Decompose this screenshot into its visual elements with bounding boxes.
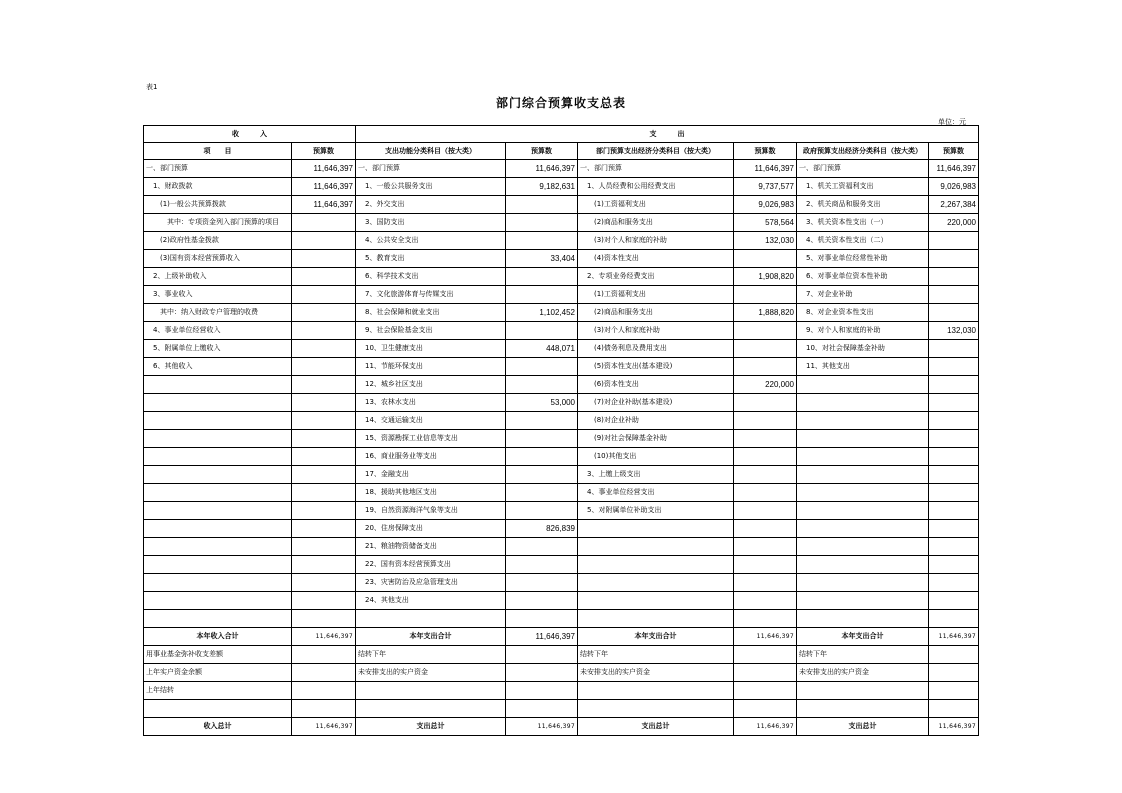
amount-cell	[292, 394, 356, 412]
item-cell: 20、住房保障支出	[356, 520, 506, 538]
amount-cell	[734, 448, 797, 466]
amount-cell	[929, 556, 979, 574]
item-cell: (4)债务利息及费用支出	[578, 340, 734, 358]
item-cell: 3、机关资本性支出（一）	[797, 214, 929, 232]
amount-cell	[506, 556, 578, 574]
table-row	[144, 592, 979, 610]
item-cell: 用事业基金弥补收支差额	[144, 646, 292, 664]
item-cell	[578, 592, 734, 610]
item-cell	[144, 376, 292, 394]
amount-cell	[734, 538, 797, 556]
item-cell	[578, 520, 734, 538]
item-cell: 13、农林水支出	[356, 394, 506, 412]
amount-cell	[929, 304, 979, 322]
amount-cell	[734, 430, 797, 448]
item-cell	[144, 466, 292, 484]
amount-cell	[292, 646, 356, 664]
expense-section-header: 支 出	[356, 126, 979, 143]
item-cell: 3、国防支出	[356, 214, 506, 232]
item-cell	[144, 520, 292, 538]
item-cell	[797, 394, 929, 412]
table-row	[144, 376, 979, 394]
item-cell: 2、上级补助收入	[144, 268, 292, 286]
amount-cell: 11,646,397	[506, 160, 578, 178]
amount-cell	[506, 376, 578, 394]
amount-cell: 11,646,397	[292, 160, 356, 178]
table-row	[144, 466, 979, 484]
amount-cell	[929, 448, 979, 466]
amount-cell	[734, 664, 797, 682]
amount-cell	[929, 592, 979, 610]
amount-cell: 1,102,452	[506, 304, 578, 322]
item-cell: 6、对事业单位资本性补助	[797, 268, 929, 286]
amount-cell	[506, 268, 578, 286]
amount-cell	[292, 340, 356, 358]
gov-expense-year-total-label: 本年支出合计	[797, 628, 929, 646]
amount-cell	[734, 286, 797, 304]
item-cell: 一、部门预算	[797, 160, 929, 178]
amount-cell	[292, 412, 356, 430]
amount-cell: 53,000	[506, 394, 578, 412]
item-cell: 4、事业单位经营收入	[144, 322, 292, 340]
item-cell: 3、事业收入	[144, 286, 292, 304]
item-cell: (1)工资福利支出	[578, 196, 734, 214]
item-cell: 6、其他收入	[144, 358, 292, 376]
table-row	[144, 160, 979, 178]
item-cell: 16、商业服务业等支出	[356, 448, 506, 466]
expense-year-total-value: 11,646,397	[506, 628, 578, 646]
dept-expense-grand-total-label: 支出总计	[578, 718, 734, 736]
table-row	[144, 304, 979, 322]
income-year-total-label: 本年收入合计	[144, 628, 292, 646]
amount-cell	[292, 484, 356, 502]
amount-cell: 448,071	[506, 340, 578, 358]
item-cell: (4)资本性支出	[578, 250, 734, 268]
amount-cell	[506, 358, 578, 376]
amount-cell	[292, 556, 356, 574]
item-cell: (3)对个人和家庭的补助	[578, 232, 734, 250]
amount-cell	[292, 682, 356, 700]
amount-cell	[929, 430, 979, 448]
amount-cell	[292, 538, 356, 556]
item-cell: 未安排支出的实户资金	[356, 664, 506, 682]
amount-cell: 220,000	[734, 376, 797, 394]
income-grand-total-label: 收入总计	[144, 718, 292, 736]
item-cell: 2、机关商品和服务支出	[797, 196, 929, 214]
item-cell: 5、对附属单位补助支出	[578, 502, 734, 520]
item-cell: 2、外交支出	[356, 196, 506, 214]
amount-cell: 11,646,397	[929, 160, 979, 178]
amount-column-header: 预算数	[929, 143, 979, 160]
amount-cell	[506, 214, 578, 232]
amount-cell: 11,646,397	[734, 160, 797, 178]
table-row	[144, 520, 979, 538]
item-cell: (1)工资福利支出	[578, 286, 734, 304]
table-row	[144, 664, 979, 682]
item-cell: (9)对社会保障基金补助	[578, 430, 734, 448]
amount-cell	[734, 520, 797, 538]
amount-cell	[292, 214, 356, 232]
item-cell: 未安排支出的实户资金	[797, 664, 929, 682]
table-row	[144, 574, 979, 592]
amount-column-header: 预算数	[506, 143, 578, 160]
amount-cell	[292, 358, 356, 376]
amount-cell	[292, 592, 356, 610]
table-row	[144, 178, 979, 196]
item-cell	[797, 484, 929, 502]
amount-cell	[734, 412, 797, 430]
item-cell	[144, 430, 292, 448]
amount-cell: 132,030	[734, 232, 797, 250]
amount-cell	[506, 664, 578, 682]
dept-expense-year-total-label: 本年支出合计	[578, 628, 734, 646]
amount-cell	[734, 682, 797, 700]
item-cell: 结转下年	[797, 646, 929, 664]
item-cell: (2)政府性基金拨款	[144, 232, 292, 250]
item-cell: 5、教育支出	[356, 250, 506, 268]
item-cell: 7、文化旅游体育与传媒支出	[356, 286, 506, 304]
amount-cell	[734, 322, 797, 340]
table-row	[144, 358, 979, 376]
amount-cell	[929, 574, 979, 592]
amount-cell: 2,267,384	[929, 196, 979, 214]
table-row	[144, 448, 979, 466]
gov-econ-class-column-header: 政府预算支出经济分类科目（按大类）	[797, 143, 929, 160]
table-row	[144, 556, 979, 574]
item-cell: 4、事业单位经营支出	[578, 484, 734, 502]
item-cell	[356, 682, 506, 700]
item-cell: (7)对企业补助(基本建设)	[578, 394, 734, 412]
item-cell	[797, 430, 929, 448]
table-row	[144, 322, 979, 340]
amount-cell	[506, 430, 578, 448]
table-row	[144, 538, 979, 556]
item-cell: (3)国有资本经营预算收入	[144, 250, 292, 268]
amount-cell	[929, 232, 979, 250]
amount-cell	[506, 538, 578, 556]
amount-cell: 9,182,631	[506, 178, 578, 196]
amount-cell	[734, 340, 797, 358]
item-cell: (2)商品和服务支出	[578, 304, 734, 322]
amount-cell	[734, 250, 797, 268]
item-cell	[797, 682, 929, 700]
amount-cell	[929, 538, 979, 556]
item-cell: 17、金融支出	[356, 466, 506, 484]
amount-cell: 11,646,397	[292, 196, 356, 214]
amount-cell	[929, 376, 979, 394]
amount-cell	[929, 268, 979, 286]
item-cell: 11、其他支出	[797, 358, 929, 376]
item-cell	[578, 556, 734, 574]
item-cell: 上年结转	[144, 682, 292, 700]
amount-cell	[506, 484, 578, 502]
item-cell: 11、节能环保支出	[356, 358, 506, 376]
item-cell	[797, 376, 929, 394]
dept-expense-year-total-value: 11,646,397	[734, 628, 797, 646]
item-cell: 14、交通运输支出	[356, 412, 506, 430]
item-cell: 23、灾害防治及应急管理支出	[356, 574, 506, 592]
amount-cell	[734, 556, 797, 574]
grand-total-row	[144, 718, 979, 736]
item-cell: 18、援助其他地区支出	[356, 484, 506, 502]
item-cell	[144, 592, 292, 610]
item-cell: 4、公共安全支出	[356, 232, 506, 250]
gov-expense-grand-total-value: 11,646,397	[929, 718, 979, 736]
table-row	[144, 502, 979, 520]
amount-cell	[929, 520, 979, 538]
expense-year-total-label: 本年支出合计	[356, 628, 506, 646]
item-cell: 8、对企业资本性支出	[797, 304, 929, 322]
item-cell	[144, 556, 292, 574]
amount-cell	[506, 448, 578, 466]
table-row	[144, 394, 979, 412]
amount-cell	[292, 574, 356, 592]
amount-cell	[734, 574, 797, 592]
dept-expense-grand-total-value: 11,646,397	[734, 718, 797, 736]
amount-cell	[506, 592, 578, 610]
item-cell: 一、部门预算	[578, 160, 734, 178]
amount-cell: 9,026,983	[734, 196, 797, 214]
budget-summary-table	[143, 125, 979, 736]
expense-grand-total-label: 支出总计	[356, 718, 506, 736]
item-cell	[797, 466, 929, 484]
item-cell: 24、其他支出	[356, 592, 506, 610]
amount-cell	[292, 448, 356, 466]
amount-cell	[506, 196, 578, 214]
item-cell: 其中：专项资金列入部门预算的项目	[144, 214, 292, 232]
item-cell: (8)对企业补助	[578, 412, 734, 430]
item-cell	[144, 574, 292, 592]
dept-econ-class-column-header: 部门预算支出经济分类科目（按大类）	[578, 143, 734, 160]
amount-column-header: 预算数	[292, 143, 356, 160]
amount-cell	[292, 520, 356, 538]
table-row	[144, 196, 979, 214]
amount-cell	[734, 394, 797, 412]
amount-cell	[734, 466, 797, 484]
item-cell: 未安排支出的实户资金	[578, 664, 734, 682]
item-cell: (1)一般公共预算拨款	[144, 196, 292, 214]
amount-cell	[929, 664, 979, 682]
item-cell	[797, 592, 929, 610]
item-cell: (3)对个人和家庭补助	[578, 322, 734, 340]
amount-cell	[292, 376, 356, 394]
item-cell	[578, 682, 734, 700]
item-cell: 10、卫生健康支出	[356, 340, 506, 358]
item-cell: 10、对社会保障基金补助	[797, 340, 929, 358]
item-cell: 一、部门预算	[356, 160, 506, 178]
table-row	[144, 430, 979, 448]
item-cell: 一、部门预算	[144, 160, 292, 178]
gov-expense-year-total-value: 11,646,397	[929, 628, 979, 646]
amount-cell: 132,030	[929, 322, 979, 340]
func-class-column-header: 支出功能分类科目（按大类）	[356, 143, 506, 160]
amount-cell	[929, 394, 979, 412]
amount-cell	[929, 340, 979, 358]
item-cell: 15、资源勘探工业信息等支出	[356, 430, 506, 448]
blank-row	[144, 700, 979, 718]
amount-cell: 1,888,820	[734, 304, 797, 322]
amount-cell	[292, 232, 356, 250]
item-cell: 2、专项业务经费支出	[578, 268, 734, 286]
amount-cell	[734, 592, 797, 610]
item-cell: (6)资本性支出	[578, 376, 734, 394]
income-grand-total-value: 11,646,397	[292, 718, 356, 736]
expense-grand-total-value: 11,646,397	[506, 718, 578, 736]
amount-cell	[506, 682, 578, 700]
item-cell	[797, 574, 929, 592]
amount-cell	[292, 250, 356, 268]
item-cell	[797, 520, 929, 538]
item-cell: 19、自然资源海洋气象等支出	[356, 502, 506, 520]
amount-cell	[929, 466, 979, 484]
table-row	[144, 232, 979, 250]
amount-cell: 1,908,820	[734, 268, 797, 286]
item-cell: 9、社会保险基金支出	[356, 322, 506, 340]
item-cell	[144, 502, 292, 520]
section-header-row	[144, 126, 979, 143]
item-cell: (2)商品和服务支出	[578, 214, 734, 232]
amount-column-header: 预算数	[734, 143, 797, 160]
item-cell	[144, 448, 292, 466]
gov-expense-grand-total-label: 支出总计	[797, 718, 929, 736]
amount-cell: 11,646,397	[292, 178, 356, 196]
item-cell: (5)资本性支出(基本建设)	[578, 358, 734, 376]
table-number-label: 表1	[146, 83, 158, 91]
item-cell: 3、上缴上级支出	[578, 466, 734, 484]
unit-label: 单位：元	[938, 118, 966, 126]
item-cell: 1、一般公共服务支出	[356, 178, 506, 196]
amount-cell	[734, 646, 797, 664]
amount-cell	[929, 682, 979, 700]
item-cell: 9、对个人和家庭的补助	[797, 322, 929, 340]
amount-cell	[929, 358, 979, 376]
item-cell	[797, 502, 929, 520]
amount-cell	[506, 412, 578, 430]
amount-cell	[734, 502, 797, 520]
column-header-row	[144, 143, 979, 160]
table-row	[144, 286, 979, 304]
amount-cell	[292, 322, 356, 340]
table-row	[144, 250, 979, 268]
amount-cell	[292, 286, 356, 304]
amount-cell	[929, 412, 979, 430]
amount-cell	[929, 646, 979, 664]
amount-cell	[734, 358, 797, 376]
amount-cell	[506, 232, 578, 250]
amount-cell: 9,737,577	[734, 178, 797, 196]
income-year-total-value: 11,646,397	[292, 628, 356, 646]
item-cell	[144, 412, 292, 430]
amount-cell	[292, 664, 356, 682]
item-cell: 上年实户资金余额	[144, 664, 292, 682]
item-cell: 6、科学技术支出	[356, 268, 506, 286]
item-cell	[144, 394, 292, 412]
amount-cell	[292, 466, 356, 484]
item-cell	[144, 484, 292, 502]
amount-cell	[506, 466, 578, 484]
year-total-row	[144, 628, 979, 646]
item-cell: 1、人员经费和公用经费支出	[578, 178, 734, 196]
page-title: 部门综合预算收支总表	[495, 96, 626, 110]
income-section-header: 收 入	[144, 126, 356, 143]
item-cell	[578, 574, 734, 592]
amount-cell	[506, 502, 578, 520]
table-row	[144, 340, 979, 358]
amount-cell	[292, 430, 356, 448]
item-cell: 结转下年	[356, 646, 506, 664]
amount-cell	[292, 502, 356, 520]
item-cell: 其中：纳入财政专户管理的收费	[144, 304, 292, 322]
amount-cell	[506, 322, 578, 340]
item-cell: 22、国有资本经营预算支出	[356, 556, 506, 574]
amount-cell: 33,404	[506, 250, 578, 268]
item-column-header: 项 目	[144, 143, 292, 160]
item-cell	[578, 538, 734, 556]
table-row	[144, 484, 979, 502]
amount-cell	[506, 286, 578, 304]
amount-cell	[292, 268, 356, 286]
amount-cell: 826,839	[506, 520, 578, 538]
amount-cell	[506, 574, 578, 592]
amount-cell	[929, 484, 979, 502]
table-row	[144, 412, 979, 430]
amount-cell	[734, 484, 797, 502]
table-row	[144, 646, 979, 664]
table-row	[144, 214, 979, 232]
amount-cell	[506, 646, 578, 664]
amount-cell	[929, 250, 979, 268]
item-cell: 1、财政拨款	[144, 178, 292, 196]
item-cell: 结转下年	[578, 646, 734, 664]
item-cell: 4、机关资本性支出（二）	[797, 232, 929, 250]
item-cell: 7、对企业补助	[797, 286, 929, 304]
blank-row	[144, 610, 979, 628]
item-cell	[144, 538, 292, 556]
amount-cell: 9,026,983	[929, 178, 979, 196]
amount-cell	[292, 304, 356, 322]
amount-cell	[929, 286, 979, 304]
table-row	[144, 682, 979, 700]
item-cell	[797, 538, 929, 556]
item-cell: (10)其他支出	[578, 448, 734, 466]
item-cell	[797, 448, 929, 466]
item-cell	[797, 412, 929, 430]
item-cell: 12、城乡社区支出	[356, 376, 506, 394]
amount-cell: 578,564	[734, 214, 797, 232]
amount-cell: 220,000	[929, 214, 979, 232]
item-cell	[797, 556, 929, 574]
amount-cell	[929, 502, 979, 520]
item-cell: 5、对事业单位经常性补助	[797, 250, 929, 268]
item-cell: 1、机关工资福利支出	[797, 178, 929, 196]
item-cell: 5、附属单位上缴收入	[144, 340, 292, 358]
table-row	[144, 268, 979, 286]
item-cell: 8、社会保障和就业支出	[356, 304, 506, 322]
item-cell: 21、粮油物资储备支出	[356, 538, 506, 556]
